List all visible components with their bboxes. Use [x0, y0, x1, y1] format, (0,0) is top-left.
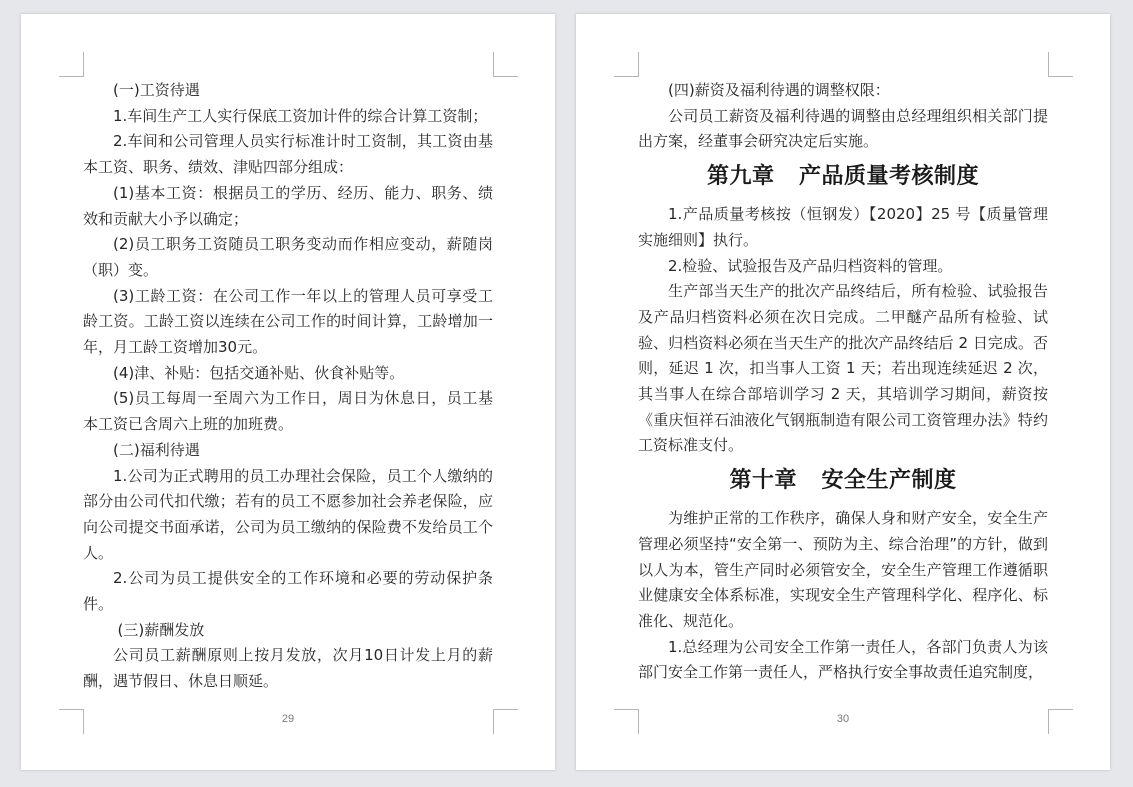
section-heading-payment: (三)薪酬发放	[117, 620, 205, 639]
paragraph: (1)基本工资：根据员工的学历、经历、能力、职务、绩效和贡献大小予以确定；	[83, 183, 493, 228]
paragraph: (4)津、补贴：包括交通补贴、伙食补贴等。	[113, 363, 405, 382]
paragraph: 公司员工薪酬原则上按月发放，次月10日计发上月的薪酬，遇节假日、休息日顺延。	[83, 646, 493, 691]
paragraph: 2.检验、试验报告及产品归档资料的管理。	[668, 256, 953, 275]
page-body[interactable]	[638, 78, 1048, 686]
paragraph: (2)员工职务工资随员工职务变动而作相应变动，薪随岗（职）变。	[83, 235, 493, 279]
paragraph: (5)员工每周一至周六为工作日，周日为休息日，员工基本工资已含周六上班的加班费。	[83, 389, 493, 434]
section-heading-adjustment: (四)薪资及福利待遇的调整权限：	[668, 81, 890, 99]
crop-mark-top-left	[614, 52, 639, 77]
crop-mark-top-right	[1048, 52, 1073, 77]
page-number: 30	[836, 713, 850, 725]
section-heading-benefits: (二)福利待遇	[113, 440, 200, 459]
page-number: 29	[281, 713, 295, 725]
document-page-30	[576, 14, 1110, 770]
paragraph: 为维护正常的工作秩序，确保人身和财产安全，安全生产管理必须坚持“安全第一、预防为主、综合治理”的方针，做到以人为本，管生产同时必须管安全，安全生产管理工作遵循职业健康安全体系标准，实现安全生产管理科学化、程序化、标准化、规范化。	[638, 509, 1048, 630]
paragraph: 公司员工薪资及福利待遇的调整由总经理组织相关部门提出方案，经董事会研究决定后实施。	[638, 106, 1048, 151]
page-body[interactable]	[83, 78, 493, 695]
paragraph: 2.公司为员工提供安全的工作环境和必要的劳动保护条件。	[83, 569, 493, 614]
paragraph: 1.总经理为公司安全工作第一责任人，各部门负责人为该部门安全工作第一责任人，严格执行安全事故责任追究制度，	[638, 637, 1048, 682]
paragraph: (3)工龄工资：在公司工作一年以上的管理人员可享受工龄工资。工龄工资以连续在公司工作的时间计算，工龄增加一年，月工龄工资增加30元。	[83, 286, 493, 357]
crop-mark-top-right	[493, 52, 518, 77]
chapter-9-title: 第九章 产品质量考核制度	[707, 164, 979, 190]
paragraph: 生产部当天生产的批次产品终结后，所有检验、试验报告及产品归档资料必须在次日完成。二甲醚产品所有检验、试验、归档资料必须在当天生产的批次产品终结后 2 日完成。否则，延迟 1 次，扣当事人工资 1 天；若出现连续延迟 2 次，其当事人在综合部培训学习 2 天，其培训学习期间，薪资按《重庆恒祥石油液化气钢瓶制造有限公司工资管理办法》特约工资标准支付。	[638, 282, 1048, 455]
paragraph: 1.车间生产工人实行保底工资加计件的综合计算工资制；	[113, 106, 488, 125]
chapter-10-title: 第十章 安全生产制度	[729, 468, 957, 494]
paragraph: 1.公司为正式聘用的员工办理社会保险，员工个人缴纳的部分由公司代扣代缴；若有的员工不愿参加社会养老保险，应向公司提交书面承诺，公司为员工缴纳的保险费不发给员工个人。	[83, 466, 493, 562]
paragraph: 1.产品质量考核按（恒钢发）【2020】25 号【质量管理实施细则】执行。	[638, 205, 1048, 249]
section-heading-wages: (一)工资待遇	[113, 81, 200, 99]
document-page-29	[21, 14, 555, 770]
crop-mark-top-left	[59, 52, 84, 77]
paragraph: 2.车间和公司管理人员实行标准计时工资制，其工资由基本工资、职务、绩效、津贴四部分组成：	[83, 132, 493, 177]
